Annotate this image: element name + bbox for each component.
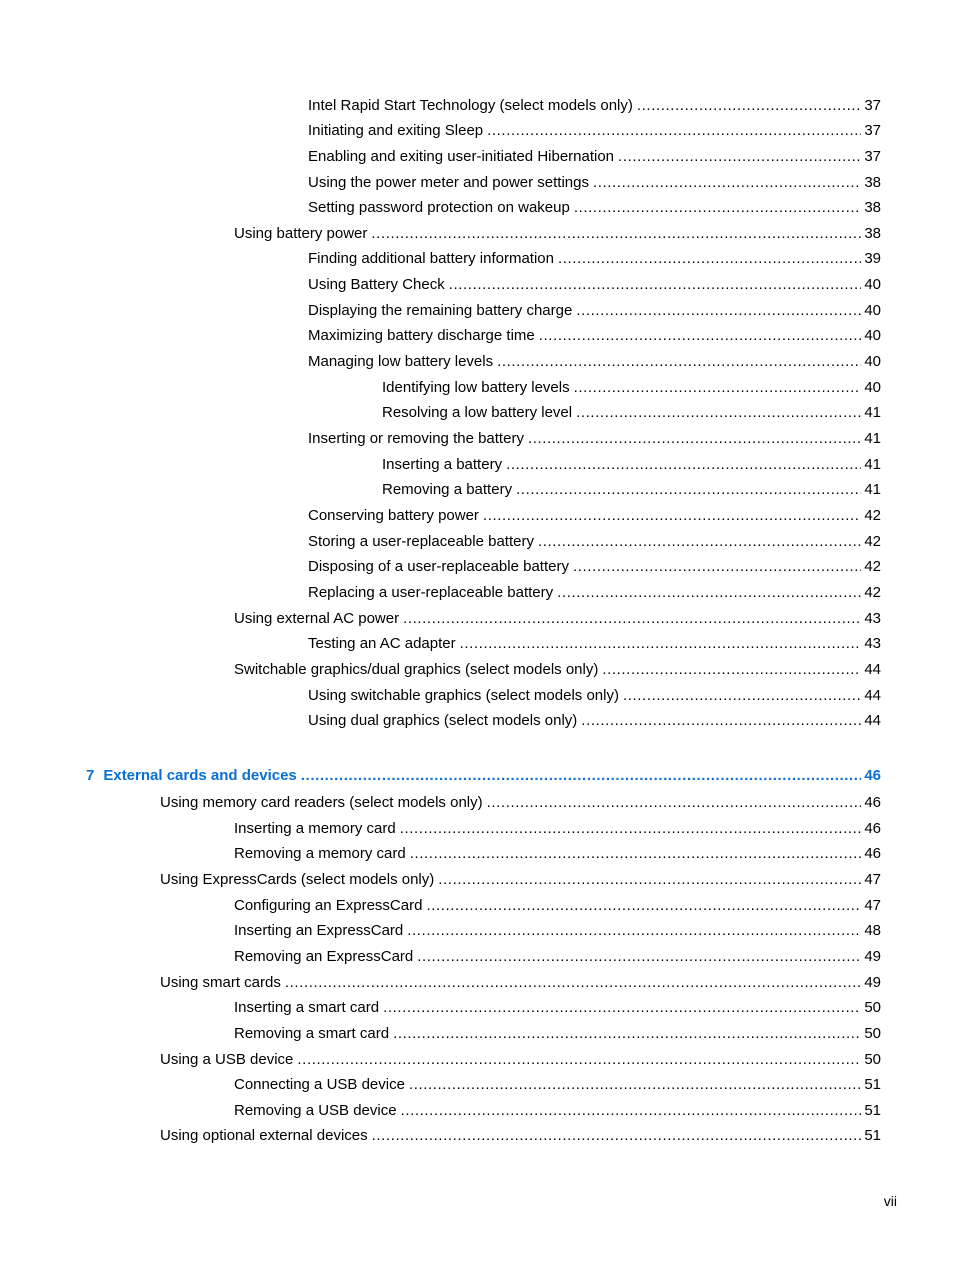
toc-entry[interactable] <box>234 609 881 629</box>
toc-entry[interactable] <box>308 532 881 552</box>
toc-entry[interactable] <box>234 1024 881 1044</box>
toc-entry-title: Using Battery Check <box>308 276 445 293</box>
toc-entry[interactable] <box>308 506 881 526</box>
toc-entry[interactable] <box>382 455 881 475</box>
toc-entry-page: 38 <box>864 199 881 216</box>
toc-entry-page: 37 <box>864 97 881 114</box>
toc-entry-page: 51 <box>864 1102 881 1119</box>
toc-entry-page: 42 <box>864 584 881 601</box>
dot-leader <box>372 1126 862 1146</box>
toc-entry-title: Displaying the remaining battery charge <box>308 302 573 319</box>
dot-leader <box>557 583 861 603</box>
dot-leader <box>623 686 861 706</box>
toc-entry-page: 44 <box>864 661 881 678</box>
toc-entry-page: 48 <box>864 922 881 939</box>
toc-entry-title: Using smart cards <box>160 974 281 991</box>
toc-entry-title: Inserting or removing the battery <box>308 430 524 447</box>
toc-entry-title: Using ExpressCards (select models only) <box>160 871 435 888</box>
toc-entry-page: 47 <box>864 897 881 914</box>
toc-entry-title: Using external AC power <box>234 610 400 627</box>
toc-entry-title: Initiating and exiting Sleep <box>308 122 484 139</box>
toc-entry[interactable] <box>308 711 881 731</box>
toc-entry[interactable] <box>234 224 881 244</box>
toc-entry[interactable] <box>234 896 881 916</box>
toc-entry[interactable] <box>308 326 881 346</box>
toc-entry[interactable] <box>234 844 881 864</box>
toc-entry-page: 46 <box>864 845 881 862</box>
toc-entry-title: External cards and devices <box>103 767 297 784</box>
toc-entry[interactable] <box>308 583 881 603</box>
toc-entry-title: Testing an AC adapter <box>308 635 456 652</box>
dot-leader <box>574 378 862 398</box>
dot-leader <box>573 557 861 577</box>
toc-entry[interactable] <box>308 173 881 193</box>
dot-leader <box>407 921 861 941</box>
toc-entry-page: 44 <box>864 712 881 729</box>
dot-leader <box>426 896 861 916</box>
dot-leader <box>483 506 861 526</box>
dot-leader <box>487 121 861 141</box>
toc-entry-title: Storing a user-replaceable battery <box>308 533 534 550</box>
toc-entry[interactable] <box>308 634 881 654</box>
dot-leader <box>618 147 861 167</box>
toc-entry-page: 40 <box>864 327 881 344</box>
toc-entry-page: 47 <box>864 871 881 888</box>
toc-entry-title: Maximizing battery discharge time <box>308 327 535 344</box>
toc-entry[interactable] <box>308 429 881 449</box>
dot-leader <box>403 609 861 629</box>
dot-leader <box>576 301 861 321</box>
toc-entry-title: Switchable graphics/dual graphics (select models only) <box>234 661 599 678</box>
dot-leader <box>410 844 862 864</box>
toc-entry-page: 41 <box>864 404 881 421</box>
toc-entry-title: Managing low battery levels <box>308 353 494 370</box>
dot-leader <box>400 819 862 839</box>
toc-entry[interactable] <box>234 1075 881 1095</box>
dot-leader <box>449 275 862 295</box>
toc-entry-page: 40 <box>864 379 881 396</box>
toc-entry-title: Enabling and exiting user-initiated Hibernation <box>308 148 615 165</box>
toc-entry-title: Using dual graphics (select models only) <box>308 712 578 729</box>
toc-entry-page: 50 <box>864 1051 881 1068</box>
dot-leader <box>409 1075 861 1095</box>
toc-entry-page: 44 <box>864 687 881 704</box>
toc-entry-page: 50 <box>864 999 881 1016</box>
toc-entry-page: 42 <box>864 533 881 550</box>
toc-entry-title: Configuring an ExpressCard <box>234 897 423 914</box>
toc-entry[interactable] <box>308 249 881 269</box>
toc-entry[interactable] <box>160 870 881 890</box>
dot-leader <box>539 326 862 346</box>
toc-entry[interactable] <box>160 1126 881 1146</box>
toc-entry-title: Removing a memory card <box>234 845 406 862</box>
toc-entry-title: Connecting a USB device <box>234 1076 405 1093</box>
toc-entry-page: 40 <box>864 353 881 370</box>
toc-entry-title: Using optional external devices <box>160 1127 368 1144</box>
toc-entry[interactable] <box>382 378 881 398</box>
toc-entry[interactable] <box>308 686 881 706</box>
toc-entry[interactable] <box>234 998 881 1018</box>
dot-leader <box>602 660 861 680</box>
toc-entry[interactable] <box>382 480 881 500</box>
toc-entry-page: 41 <box>864 481 881 498</box>
toc-entry-title: Using battery power <box>234 225 368 242</box>
toc-entry-page: 46 <box>864 820 881 837</box>
toc-entry[interactable] <box>234 1101 881 1121</box>
dot-leader <box>301 766 862 786</box>
page-number: vii <box>883 1193 897 1209</box>
toc-entry-page: 46 <box>864 767 881 784</box>
toc-entry-title: Inserting a battery <box>382 456 503 473</box>
toc-entry-page: 49 <box>864 974 881 991</box>
toc-entry-title: Removing a smart card <box>234 1025 390 1042</box>
dot-leader <box>576 403 861 423</box>
dot-leader <box>438 870 861 890</box>
toc-entry-page: 51 <box>864 1076 881 1093</box>
dot-leader <box>581 711 861 731</box>
toc-entry-title: Finding additional battery information <box>308 250 554 267</box>
dot-leader <box>285 973 861 993</box>
chapter-number: 7 <box>86 767 95 784</box>
toc-entry-page: 42 <box>864 558 881 575</box>
toc-entry-title: Using a USB device <box>160 1051 294 1068</box>
toc-entry-title: Using memory card readers (select models only) <box>160 794 483 811</box>
dot-leader <box>497 352 861 372</box>
toc-entry[interactable] <box>160 973 881 993</box>
dot-leader <box>417 947 861 967</box>
toc-entry-title: Using switchable graphics (select models only) <box>308 687 619 704</box>
toc-entry-page: 41 <box>864 456 881 473</box>
dot-leader <box>516 480 861 500</box>
toc-entry-title: Conserving battery power <box>308 507 479 524</box>
toc-entry[interactable] <box>234 819 881 839</box>
toc-entry-title: Replacing a user-replaceable battery <box>308 584 554 601</box>
dot-leader <box>593 173 861 193</box>
toc-entry[interactable] <box>308 557 881 577</box>
toc-entry-page: 49 <box>864 948 881 965</box>
toc-entry-page: 43 <box>864 610 881 627</box>
toc-entry-title: Using the power meter and power settings <box>308 174 589 191</box>
dot-leader <box>297 1050 861 1070</box>
dot-leader <box>538 532 861 552</box>
dot-leader <box>371 224 861 244</box>
toc-entry-page: 50 <box>864 1025 881 1042</box>
toc-entry[interactable] <box>308 96 881 116</box>
toc-entry[interactable] <box>308 147 881 167</box>
toc-entry-page: 40 <box>864 276 881 293</box>
toc-entry-page: 40 <box>864 302 881 319</box>
toc-entry-title: Intel Rapid Start Technology (select models only) <box>308 97 633 114</box>
toc-entry[interactable] <box>234 921 881 941</box>
toc-entry-page: 41 <box>864 430 881 447</box>
dot-leader <box>528 429 861 449</box>
toc-entry-title: Inserting a memory card <box>234 820 396 837</box>
toc-entry-page: 38 <box>864 225 881 242</box>
toc-entry-page: 39 <box>864 250 881 267</box>
toc-entry-title: Resolving a low battery level <box>382 404 573 421</box>
toc-entry-page: 37 <box>864 122 881 139</box>
toc-entry[interactable] <box>382 403 881 423</box>
toc-entry[interactable] <box>160 1050 881 1070</box>
toc-entry-page: 37 <box>864 148 881 165</box>
toc-entry-page: 51 <box>864 1127 881 1144</box>
dot-leader <box>506 455 861 475</box>
dot-leader <box>401 1101 862 1121</box>
toc-entry-title: Inserting a smart card <box>234 999 380 1016</box>
dot-leader <box>383 998 861 1018</box>
toc-entry-page: 38 <box>864 174 881 191</box>
toc-entry[interactable] <box>308 275 881 295</box>
toc-entry-page: 42 <box>864 507 881 524</box>
toc-entry[interactable] <box>308 352 881 372</box>
dot-leader <box>460 634 862 654</box>
dot-leader <box>574 198 861 218</box>
toc-entry[interactable] <box>160 793 881 813</box>
toc-entry-page: 43 <box>864 635 881 652</box>
dot-leader <box>393 1024 861 1044</box>
toc-entry[interactable] <box>308 301 881 321</box>
toc-chapter-heading[interactable] <box>86 766 881 786</box>
toc-entry-title: Identifying low battery levels <box>382 379 570 396</box>
toc-entry[interactable] <box>234 660 881 680</box>
toc-entry-title: Disposing of a user-replaceable battery <box>308 558 569 575</box>
dot-leader <box>558 249 861 269</box>
toc-entry-title: Removing an ExpressCard <box>234 948 414 965</box>
toc-entry-title: Setting password protection on wakeup <box>308 199 570 216</box>
dot-leader <box>637 96 861 116</box>
toc-entry[interactable] <box>308 121 881 141</box>
dot-leader <box>487 793 862 813</box>
toc-entry-page: 46 <box>864 794 881 811</box>
toc-entry-title: Removing a battery <box>382 481 513 498</box>
toc-entry[interactable] <box>234 947 881 967</box>
toc-entry-title: Removing a USB device <box>234 1102 397 1119</box>
toc-entry-title: Inserting an ExpressCard <box>234 922 404 939</box>
toc-entry[interactable] <box>308 198 881 218</box>
